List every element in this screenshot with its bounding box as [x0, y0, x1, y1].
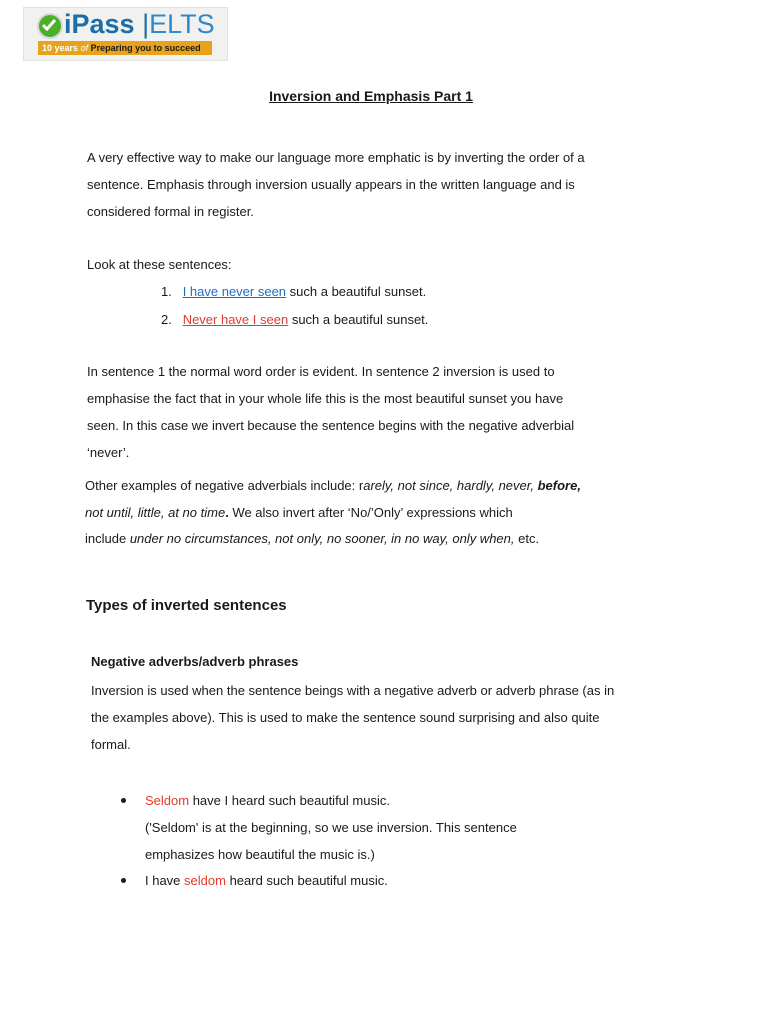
- example-highlight: I have never seen: [182, 284, 287, 299]
- explain-line: In sentence 1 the normal word order is evident. In sentence 2 inversion is used to: [87, 364, 555, 379]
- bullet-icon: [121, 878, 126, 883]
- body-line: Inversion is used when the sentence beings with a negative adverb or adverb phrase (as in: [91, 683, 615, 698]
- explain-line: emphasise the fact that in your whole life this is the most beautiful sunset you have: [87, 391, 564, 406]
- body-line: the examples above). This is used to make the sentence sound surprising and also quite: [91, 710, 600, 725]
- example-highlight: Never have I seen: [182, 312, 289, 327]
- page-title: Inversion and Emphasis Part 1: [269, 88, 473, 104]
- ipass-ielts-logo: [23, 7, 228, 61]
- bullet-item: Seldom have I heard such beautiful music.: [145, 793, 390, 808]
- look-line: Look at these sentences:: [87, 257, 232, 272]
- other-examples-line: Other examples of negative adverbials include: rarely, not since, hardly, never, before,: [85, 478, 581, 493]
- logo-wordmark: iPass |ELTS: [64, 9, 215, 39]
- other-examples-line: not until, little, at no time. We also invert after ‘No/’Only’ expressions which: [85, 505, 513, 520]
- subsection-heading: Negative adverbs/adverb phrases: [91, 654, 299, 669]
- bullet-icon: [121, 798, 126, 803]
- bullet-note: emphasizes how beautiful the music is.): [145, 847, 375, 862]
- section-heading: Types of inverted sentences: [86, 597, 287, 614]
- logo-tagline: 10 years of Preparing you to succeed: [38, 41, 212, 55]
- intro-line: considered formal in register.: [87, 204, 254, 219]
- explain-line: seen. In this case we invert because the sentence begins with the negative adverbial: [87, 418, 575, 433]
- intro-line: A very effective way to make our language more emphatic is by inverting the order of a: [87, 150, 585, 165]
- body-line: formal.: [91, 737, 131, 752]
- example-1: 1. I have never seen such a beautiful sunset.: [161, 284, 427, 299]
- bullet-note: ('Seldom' is at the beginning, so we use inversion. This sentence: [145, 820, 517, 835]
- checkmark-icon: [37, 13, 63, 39]
- bullet-item: I have seldom heard such beautiful music.: [145, 873, 388, 888]
- explain-line: ‘never’.: [87, 445, 130, 460]
- example-2: 2. Never have I seen such a beautiful sunset.: [161, 312, 429, 327]
- other-examples-line: include under no circumstances, not only, no sooner, in no way, only when, etc.: [85, 531, 540, 546]
- intro-line: sentence. Emphasis through inversion usually appears in the written language and is: [87, 177, 575, 192]
